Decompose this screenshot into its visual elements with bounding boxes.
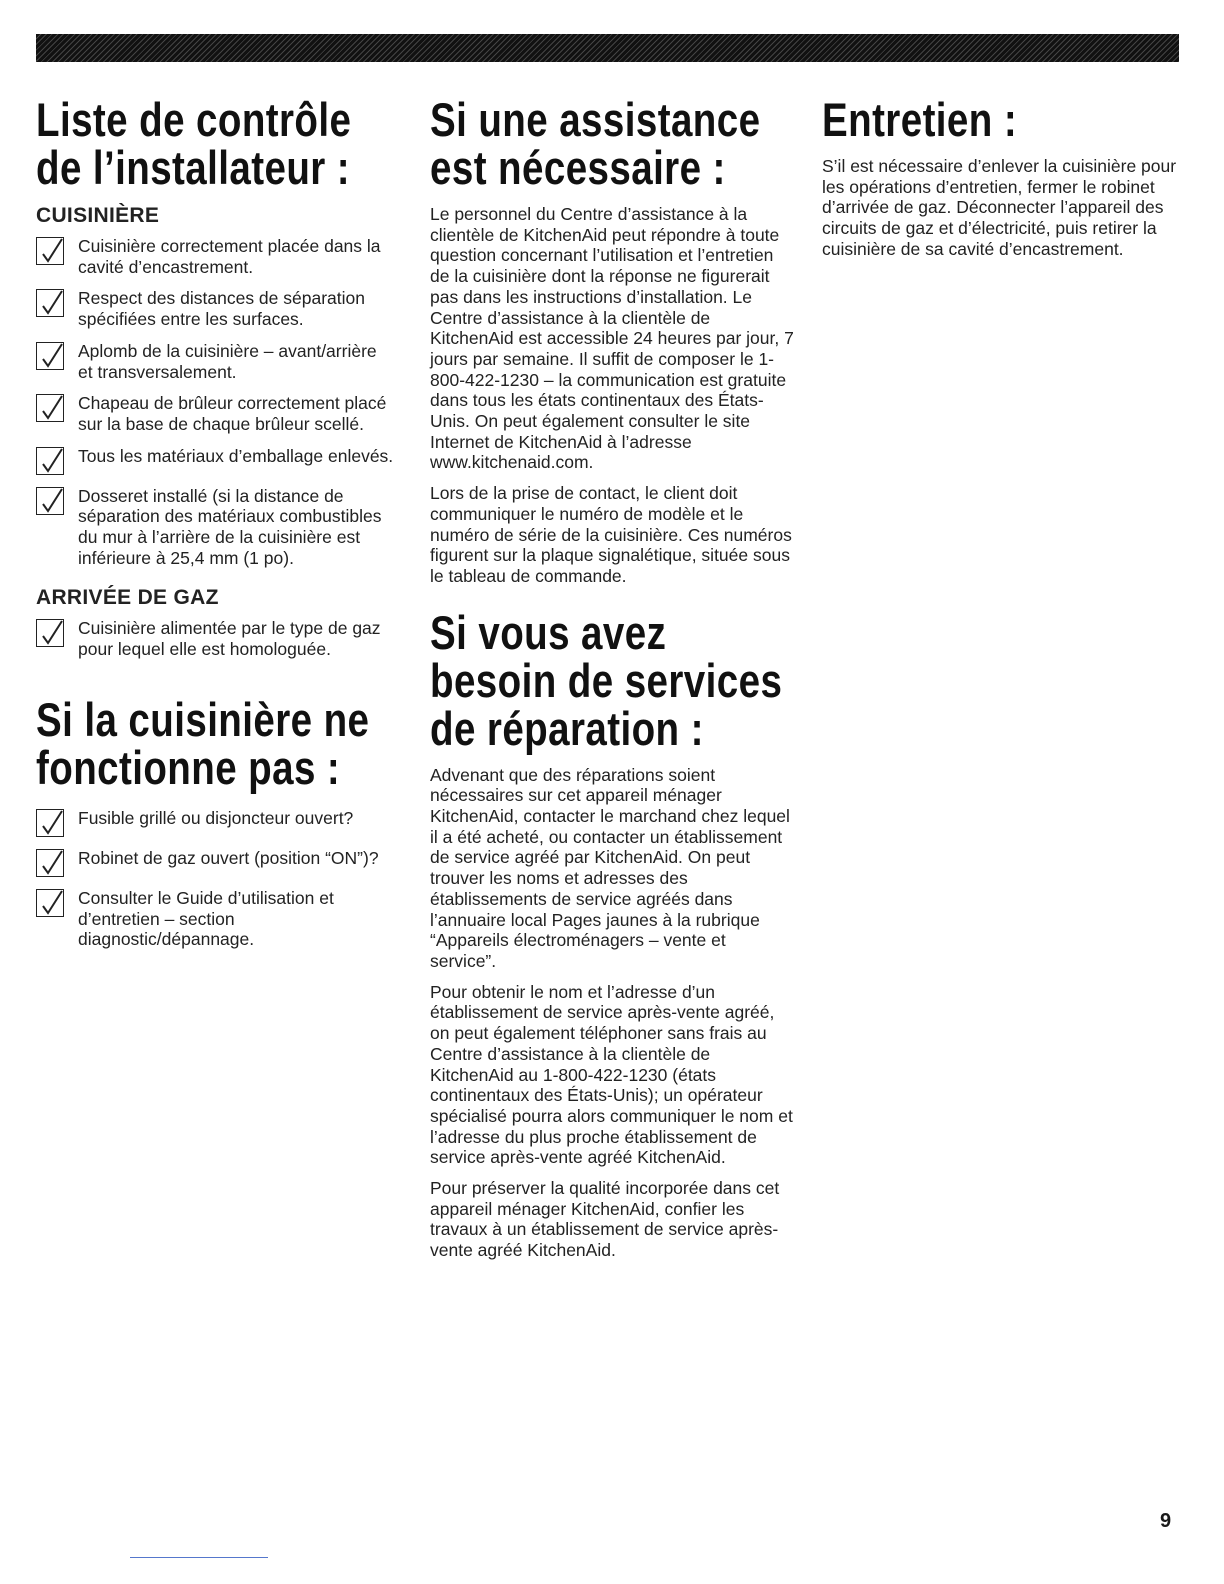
checklist-item [36,848,396,877]
troubleshoot-checklist [36,808,396,950]
checklist-item-text: Tous les matériaux d’emballage enlevés. [78,445,394,466]
checklist-item [36,486,396,569]
checkmark-box-icon [36,342,64,370]
footer-rule [130,1557,268,1558]
checkmark-box-icon [36,394,64,422]
checklist-item [36,808,396,837]
checkmark-box-icon [36,447,64,475]
checklist-item [36,618,396,659]
checklist-item-text: Chapeau de brûleur correctement placé sur la base de chaque brûleur scellé. [78,393,387,434]
checklist-item-text: Cuisinière correctement placée dans la cavité d’encastrement. [78,236,381,277]
checkmark-box-icon [36,619,64,647]
installer-checklist-title: Liste de contrôle de l’installateur : [36,93,352,194]
assistance-paragraph-1: Le personnel du Centre d’assistance à la clientèle de KitchenAid peut répondre à toute question concernant l’utilisation et l’entretien de la cuisinière dont la réponse ne figurerait pas dans les instructions d’installation. Le Centre d’assistance à la clientèle de KitchenAid est accessible 24 heures par jour, 7 jours par semaine. Il suffit de composer le 1-800-422-1230 – la communication est gratuite dans tous les états continentaux des États-Unis. On peut également consulter le site Internet de KitchenAid à l’adresse www.kitchenaid.com. [430,204,794,473]
repair-paragraph-3: Pour préserver la qualité incorporée dans cet appareil ménager KitchenAid, confier les travaux à un établissement de service après-vente agréé KitchenAid. [430,1178,780,1261]
maintenance-paragraph: S’il est nécessaire d’enlever la cuisinière pour les opérations d’entretien, fermer le robinet d’arrivée de gaz. Déconnecter l’appareil des circuits de gaz et d’électricité, puis retirer la cuisinière de sa cavité d’encastrement. [822,156,1177,259]
repair-paragraph-1: Advenant que des réparations soient nécessaires sur cet appareil ménager KitchenAid, contacter le marchand chez lequel il a été acheté, ou contacter un établissement de service agréé par KitchenAid. On peut trouver les noms et adresses des établissements de service agréés dans l’annuaire local Pages jaunes à la rubrique “Appareils électroménagers – vente et service”. [430,764,790,971]
checkmark-box-icon [36,289,64,317]
checklist-item-text: Dosseret installé (si la distance de séparation des matériaux combustibles du mur à l’arrière de la cuisinière est inférieure à 25,4 mm (1 po). [78,485,382,568]
checklist-item [36,888,396,950]
checklist-item-text: Aplomb de la cuisinière – avant/arrière et transversalement. [78,340,377,382]
checklist-item-text: Robinet de gaz ouvert (position “ON”)? [78,847,379,868]
repair-services-title: Si vous avez besoin de services de réparation : [430,605,783,755]
gas-checklist [36,618,396,659]
checkmark-box-icon [36,809,64,837]
checklist-item [36,236,396,277]
checklist-item [36,446,396,475]
assistance-paragraph-2: Lors de la prise de contact, le client doit communiquer le numéro de modèle et le numéro de série de la cuisinière. Ces numéros figurent sur la plaque signalétique, située sous le tableau de commande. [430,483,792,586]
checklist-item-text: Cuisinière alimentée par le type de gaz pour lequel elle est homologuée. [78,618,381,660]
not-working-title: Si la cuisinière ne fonctionne pas : [36,692,370,794]
checklist-item-text: Consulter le Guide d’utilisation et d’entretien – section diagnostic/dépannage. [78,887,334,950]
header-bar [36,34,1179,62]
repair-paragraph-2: Pour obtenir le nom et l’adresse d’un établissement de service après-vente agréé, on peut également téléphoner sans frais au Centre d’assistance à la clientèle de KitchenAid au 1-800-422-1230 (états continentaux des États-Unis); un opérateur spécialisé pourra alors communiquer le nom et l’adresse du plus proche établissement de service après-vente agréé KitchenAid. [430,981,793,1168]
column-middle [430,93,795,1271]
checklist-item-text: Fusible grillé ou disjoncteur ouvert? [78,807,354,828]
page-number: 9 [1160,1510,1172,1532]
checklist-item-text: Respect des distances de séparation spécifiées entre les surfaces. [78,288,365,330]
range-section-heading: CUISINIÈRE [36,204,160,227]
column-right [822,93,1182,270]
gas-supply-heading: ARRIVÉE DE GAZ [36,586,219,610]
checkmark-box-icon [36,849,64,877]
checkmark-box-icon [36,487,64,515]
maintenance-title: Entretien : [822,93,1018,146]
checkmark-box-icon [36,237,64,265]
column-left [36,93,396,961]
checklist-item [36,341,396,382]
checklist-item [36,288,396,329]
checkmark-box-icon [36,889,64,917]
range-checklist [36,236,396,568]
checklist-item [36,393,396,434]
assistance-title: Si une assistance est nécessaire : [430,93,761,194]
